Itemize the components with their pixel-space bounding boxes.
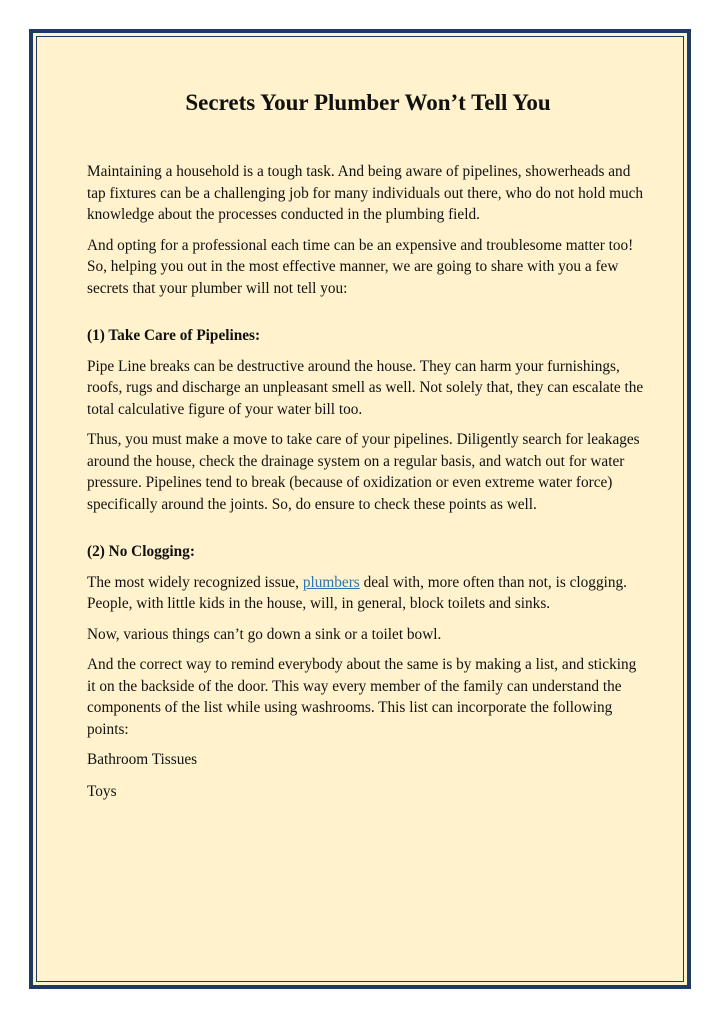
- section-heading-clogging: (2) No Clogging:: [87, 543, 195, 560]
- clogging-paragraph-1: [87, 572, 647, 615]
- clogging-paragraph-2: Now, various things can’t go down a sink or a toilet bowl.: [87, 625, 442, 643]
- clogging-paragraph-3: And the correct way to remind everybody about the same is by making a list, and sticking it on the backside of the door. This way every member of the family can understand the components of the list while using washrooms. This list can incorporate the following points:: [87, 656, 637, 738]
- list-item: Toys: [87, 782, 117, 800]
- clogging-text-after-link: deal with, more often than not, is clogging. People, with little kids in the house, will, in general, block toilets and sinks.: [87, 573, 627, 612]
- pipelines-paragraph-1: Pipe Line breaks can be destructive around the house. They can harm your furnishings, roofs, rugs and discharge an unpleasant smell as well. Not solely that, they can escalate the total calculative figure of your water bill too.: [87, 357, 644, 418]
- list-item: Bathroom Tissues: [87, 751, 198, 768]
- pipelines-paragraph-2: Thus, you must make a move to take care of your pipelines. Diligently search for leakages around the house, check the drainage system on a regular basis, and watch out for water pressure. Pipelines tend to break (because of oxidization or even extreme water force) specifically around the joints. So, do ensure to check these points as well.: [87, 431, 640, 513]
- plumbers-link[interactable]: plumbers: [302, 573, 360, 591]
- section-heading-pipelines: (1) Take Care of Pipelines:: [87, 327, 261, 344]
- intro-paragraph-2: And opting for a professional each time can be an expensive and troublesome matter too! So, helping you out in the most effective manner, we are going to share with you a few secrets that your plumber will not tell you:: [87, 236, 634, 297]
- document-body: [87, 88, 647, 812]
- document-title: Secrets Your Plumber Won’t Tell You: [185, 90, 551, 115]
- clogging-text-before-link: The most widely recognized issue,: [87, 573, 303, 591]
- intro-paragraph-1: Maintaining a household is a tough task. And being aware of pipelines, showerheads and tap fixtures can be a challenging job for many individuals out there, who do not hold much knowledge about the processes conducted in the plumbing field.: [87, 163, 644, 223]
